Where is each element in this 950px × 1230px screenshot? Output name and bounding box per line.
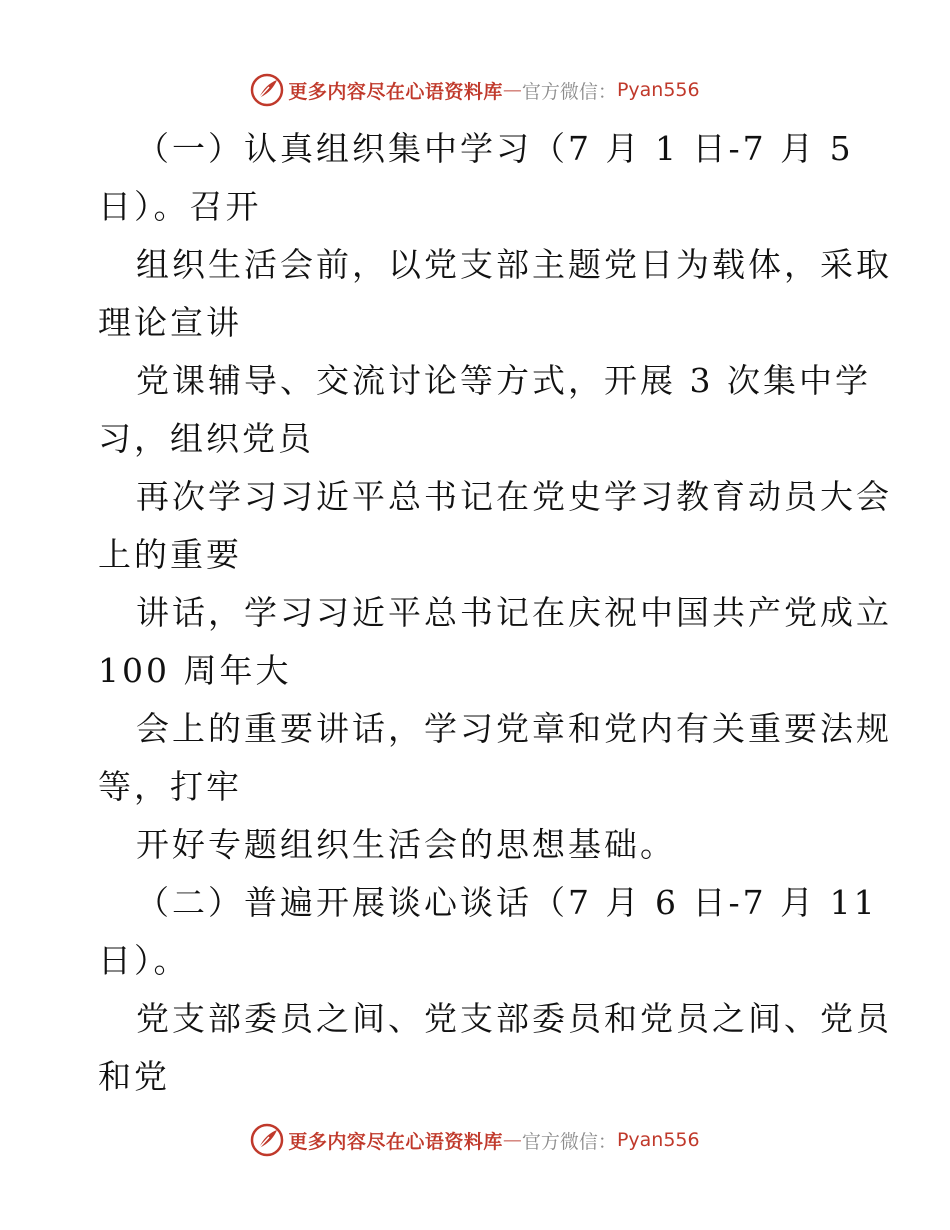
watermark-text: 更多内容尽在心语资料库 bbox=[288, 80, 503, 103]
feather-pen-logo-icon bbox=[250, 73, 284, 107]
text-line: 习，组织党员 bbox=[98, 419, 314, 458]
feather-pen-logo-icon bbox=[250, 1123, 284, 1157]
text-line: 和党 bbox=[98, 1057, 170, 1096]
text-line: 日）。召开 bbox=[98, 187, 262, 226]
watermark-wechat-id: Pyan556 bbox=[616, 1129, 700, 1151]
text-line: 党支部委员之间、党支部委员和党员之间、党员 bbox=[136, 999, 892, 1038]
watermark-dash: — bbox=[502, 1129, 522, 1151]
text-line: 会上的重要讲话，学习党章和党内有关重要法规 bbox=[136, 709, 892, 748]
text-line: 讲话，学习习近平总书记在庆祝中国共产党成立 bbox=[136, 593, 892, 632]
text-line: 开好专题组织生活会的思想基础。 bbox=[136, 825, 676, 864]
watermark-dash: — bbox=[502, 79, 522, 101]
text-line: 再次学习习近平总书记在党史学习教育动员大会 bbox=[136, 477, 892, 516]
watermark-wechat-label: 官方微信： bbox=[521, 1130, 617, 1153]
text-line: （二）普遍开展谈心谈话（7 月 6 日-7 月 11 bbox=[136, 883, 878, 922]
header-watermark bbox=[0, 70, 950, 110]
footer-watermark bbox=[0, 1120, 950, 1160]
document-body bbox=[98, 120, 892, 1106]
text-line: 党课辅导、交流讨论等方式，开展 3 次集中学 bbox=[136, 361, 871, 400]
watermark-wechat-label: 官方微信： bbox=[521, 80, 617, 103]
watermark-wechat-id: Pyan556 bbox=[616, 79, 700, 101]
watermark-text: 更多内容尽在心语资料库 bbox=[288, 1130, 503, 1153]
text-line: 组织生活会前，以党支部主题党日为载体，采取 bbox=[136, 245, 892, 284]
text-line: 理论宣讲 bbox=[98, 303, 242, 342]
text-line: 上的重要 bbox=[98, 535, 242, 574]
text-line: 日）。 bbox=[98, 941, 190, 980]
text-line: 等，打牢 bbox=[98, 767, 242, 806]
text-line: （一）认真组织集中学习（7 月 1 日-7 月 5 bbox=[136, 129, 854, 168]
text-line: 100 周年大 bbox=[98, 651, 292, 690]
